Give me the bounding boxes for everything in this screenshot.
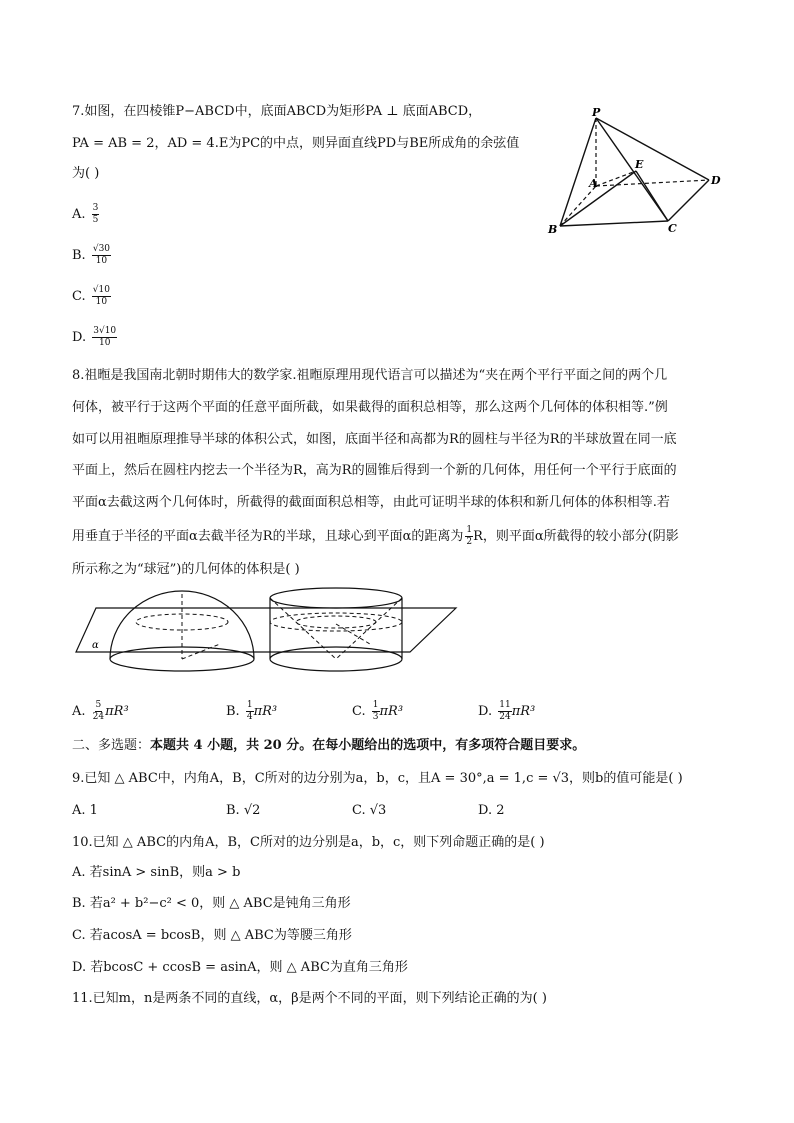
q8-line-6: 用垂直于半径的平面α去截半径为R的半球，且球心到平面α的距离为 $\frac{1}{2}$ R，则平面α所截得的较小部分(阴影 [72,525,679,547]
label-d: D [711,174,721,187]
q7-line-1: 7.如图，在四棱锥P−ABCD中，底面ABCD为矩形PA ⊥ 底面ABCD， [72,104,482,119]
section-2-header: 二、多选题：本题共 4 小题，共 20 分。在每小题给出的选项中，有多项符合题目要求。 [72,738,586,753]
q10-option-c[interactable]: C. 若acosA = bcosB，则 △ ABC为等腰三角形 [72,928,352,943]
q9-option-b[interactable]: B. √2 [226,803,261,818]
q9-option-a[interactable]: A. 1 [72,803,98,818]
q8-line-4: 平面上，然后在圆柱内挖去一个半径为R，高为R的圆锥后得到一个新的几何体，用任何一个平行于底面的 [72,463,677,478]
q8-option-c[interactable]: C. $\frac{1}{3}$ πR³ [352,700,404,722]
q10-option-d[interactable]: D. 若bcosC + ccosB = asinA，则 △ ABC为直角三角形 [72,960,408,975]
label-p: P [592,106,601,119]
q11-line-1: 11.已知m，n是两条不同的直线，α，β是两个不同的平面，则下列结论正确的为( ) [72,991,547,1006]
q9-line-1: 9.已知 △ ABC中，内角A，B，C所对的边分别为a，b，c，且A = 30°,a = 1,c = √3，则b的值可能是( ) [72,771,683,786]
q8-option-a[interactable]: A. $\frac{5}{24}$ πR³ [72,700,129,722]
q10-option-a[interactable]: A. 若sinA > sinB，则a > b [72,865,241,880]
label-c: C [668,222,677,235]
q7-option-c-fraction: $\frac{√10}{10}$ [92,285,110,307]
q10-option-b[interactable]: B. 若a² + b²−c² < 0，则 △ ABC是钝角三角形 [72,896,351,911]
q7-option-b[interactable]: B. $\frac{√30}{10}$ [72,244,111,266]
label-b: B [548,223,558,236]
label-alpha: α [92,640,99,651]
q8-option-d[interactable]: D. $\frac{11}{24}$ πR³ [478,700,536,722]
pyramid-figure [540,104,740,244]
q7-option-b-fraction: $\frac{√30}{10}$ [92,244,111,266]
q8-line-1: 8.祖暅是我国南北朝时期伟大的数学家.祖暅原理用现代语言可以描述为“夹在两个平行平面之间的两个几 [72,368,668,383]
hemisphere-cylinder-figure [70,584,470,694]
q8-half-fraction: $\frac{1}{2}$ [466,525,473,547]
q8-line-2: 何体，被平行于这两个平面的任意平面所截，如果截得的面积总相等，那么这两个几何体的体积相等.”例 [72,400,668,415]
q10-line-1: 10.已知 △ ABC的内角A，B，C所对的边分别是a，b，c，则下列命题正确的是( ) [72,835,545,850]
q9-option-c[interactable]: C. √3 [352,803,387,818]
q8-option-b[interactable]: B. $\frac{1}{4}$ πR³ [226,700,278,722]
q7-option-c[interactable]: C. $\frac{√10}{10}$ [72,285,110,307]
q7-option-a-fraction: $\frac{3}{5}$ [92,203,99,225]
q7-option-d-fraction: $\frac{3√10}{10}$ [93,326,117,348]
q8-line-7: 所示称之为“球冠”)的几何体的体积是( ) [72,562,300,577]
q7-line-3: 为( ) [72,166,100,181]
q7-option-a[interactable]: A. $\frac{3}{5}$ [72,203,99,225]
q7-line-2: PA = AB = 2，AD = 4.E为PC的中点，则异面直线PD与BE所成角的余弦值 [72,136,520,151]
label-e: E [635,158,644,171]
q8-line-3: 如可以用祖暅原理推导半球的体积公式，如图，底面半径和高都为R的圆柱与半径为R的半球放置在同一底 [72,432,677,447]
q7-option-d[interactable]: D. $\frac{3√10}{10}$ [72,326,117,348]
label-a: A [589,177,598,190]
q9-option-d[interactable]: D. 2 [478,803,505,818]
q8-line-5: 平面α去截这两个几何体时，所截得的截面面积总相等，由此可证明半球的体积和新几何体的体积相等.若 [72,495,670,510]
